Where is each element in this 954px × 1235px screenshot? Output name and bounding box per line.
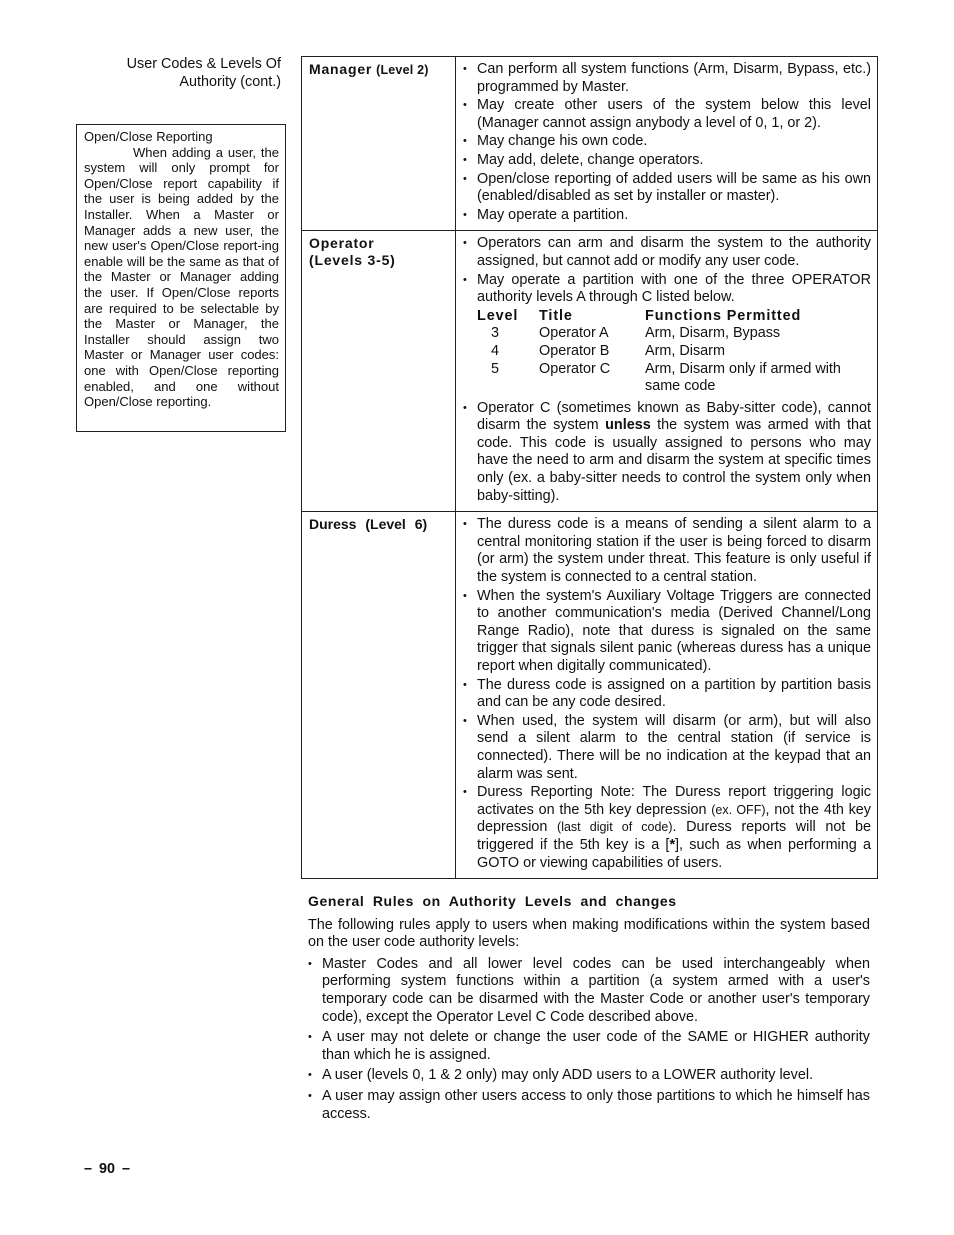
duress-note-example: (ex. OFF) [711, 802, 766, 817]
level-value: 4 [491, 342, 500, 359]
level-value: 3 [491, 325, 500, 342]
operator-c-emphasis: unless [605, 417, 651, 434]
note-title: Open/Close Reporting [84, 129, 213, 144]
manager-bullet-list [463, 61, 871, 224]
operator-bullet-list [463, 235, 871, 306]
title-value: Operator B [539, 342, 610, 359]
list-item: • Master Codes and all lower level codes can be used interchangeably when performing system functions within a partition (a system armed with a user's temporary code can be disarmed with the Master Code or another user's temporary code), except the Operator Level C Code described above. [308, 956, 870, 1026]
level-value: 5 [491, 360, 500, 377]
list-item: • Operators can arm and disarm the system to the authority assigned, but cannot add or modify any user code. [463, 235, 871, 270]
list-item: • May create other users of the system below this level (Manager cannot assign anybody a level of 0, 1, or 2). [463, 97, 871, 132]
title-value: Operator C [539, 360, 611, 377]
star-key-symbol: * [669, 836, 676, 853]
column-header-functions: Functions Permitted [645, 307, 802, 324]
operator-c-text-end: the system was armed with that code. This code is usually assigned to persons who may have the need to arm and disarm the system at specific times only (ex. a baby-sitter needs to control the system only when baby-sitting). [477, 417, 871, 504]
table-row-operator [302, 231, 878, 512]
level-name-manager: Manager [309, 61, 373, 77]
list-item: • A user may assign other users access to only those partitions to which he himself has access. [308, 1088, 870, 1123]
section-heading-line1: User Codes & Levels Of [126, 56, 281, 72]
level-name-duress: Duress (Level 6) [309, 516, 428, 533]
list-item [463, 400, 871, 506]
column-header-level: Level [477, 307, 519, 324]
note-body: When adding a user, the system will only prompt for Open/Close report capability if the user is being added by the Installer. When a Master or Manager adds a new user, the new user's Open/Close report-ing enable will be the same as that of the Master or Manager adding the user. If Open/Close reports are required to be selectable by the Master or Manager, the Installer should assign two Master or Manager user codes: one with Open/Close reporting enabled, and one without Open/Close reporting. [84, 144, 279, 410]
duress-note-part1: Duress Reporting Note: The Duress report triggering logic activates on the 5th key depression [477, 784, 871, 818]
list-item: • May change his own code. [463, 133, 871, 151]
column-header-title: Title [539, 307, 573, 324]
functions-value: Arm, Disarm only if armed with same code [645, 360, 841, 395]
list-item: • A user may not delete or change the user code of the SAME or HIGHER authority than which he is assigned. [308, 1029, 870, 1064]
operator-c-bullet-list [463, 400, 871, 506]
level-cell-operator [302, 231, 456, 512]
duress-note-part3: . Duress reports will not be triggered if the 5th key is a [ [477, 819, 871, 853]
duress-note-part4: ], such as when performing a GOTO or viewing capabilities of users. [477, 836, 871, 871]
operator-c-text-start: Operator C (sometimes known as Baby-sitter code), cannot disarm the system [477, 399, 871, 434]
general-rules-heading: General Rules on Authority Levels and changes [308, 893, 677, 909]
list-item: • When used, the system will disarm (or arm), but will also send a silent alarm to the central station (if service is connected). There will be no indication at the keypad that an alarm was sent. [463, 713, 871, 783]
list-item: • The duress code is a means of sending a silent alarm to a central monitoring station if the user is being forced to disarm (or arm) the system under threat. This feature is only useful if the system is connected to a central station. [463, 516, 871, 586]
duress-note-last-digit: (last digit of code) [557, 820, 673, 835]
table-row-duress [302, 512, 878, 879]
title-value: Operator A [539, 325, 609, 342]
general-rules-list [308, 956, 870, 1123]
list-item: • May operate a partition with one of the three OPERATOR authority levels A through C listed below. [463, 272, 871, 307]
list-item [463, 784, 871, 872]
level-cell-manager [302, 57, 456, 231]
list-item: • May operate a partition. [463, 207, 871, 225]
general-rules-section [308, 893, 870, 1123]
functions-value: Arm, Disarm, Bypass [645, 325, 781, 342]
page-number: – 90 – [84, 1161, 131, 1177]
functions-value: Arm, Disarm [645, 342, 725, 359]
list-item: • May add, delete, change operators. [463, 152, 871, 170]
description-cell-manager [456, 57, 878, 231]
list-item: • The duress code is assigned on a partition by partition basis and can be any code desired. [463, 677, 871, 712]
description-cell-duress [456, 512, 878, 879]
section-heading [60, 56, 281, 91]
list-item: • A user (levels 0, 1 & 2 only) may only ADD users to a LOWER authority level. [308, 1067, 870, 1085]
duress-bullet-list [463, 516, 871, 872]
section-heading-line2: Authority (cont.) [179, 73, 281, 90]
level-name-operator: Operator [309, 235, 375, 252]
level-number-manager: (Level 2) [376, 63, 429, 77]
list-item: • Can perform all system functions (Arm, Disarm, Bypass, etc.) programmed by Master. [463, 61, 871, 96]
authority-levels-table [301, 56, 878, 879]
open-close-reporting-note [76, 124, 286, 432]
duress-note-part2: , not the 4th key depression [477, 801, 872, 836]
list-item: • Open/close reporting of added users will be same as his own (enabled/disabled as set by installer or master). [463, 171, 871, 206]
level-number-operator: (Levels 3-5) [309, 252, 396, 269]
description-cell-operator [456, 231, 878, 512]
level-cell-duress [302, 512, 456, 879]
operator-levels-header [477, 308, 863, 326]
table-row-manager [302, 57, 878, 231]
general-rules-intro: The following rules apply to users when making modifications within the system based on the user code authority levels: [308, 916, 870, 951]
list-item: • When the system's Auxiliary Voltage Triggers are connected to another communication's media (Derived Channel/Long Range Radio), note that duress is signaled on the same trigger that signals silent panic (whereas duress has a unique report when digitally communicated). [463, 588, 871, 676]
table-row [477, 325, 863, 343]
operator-levels-table [477, 308, 863, 396]
table-row [477, 361, 863, 396]
table-row [477, 343, 863, 361]
